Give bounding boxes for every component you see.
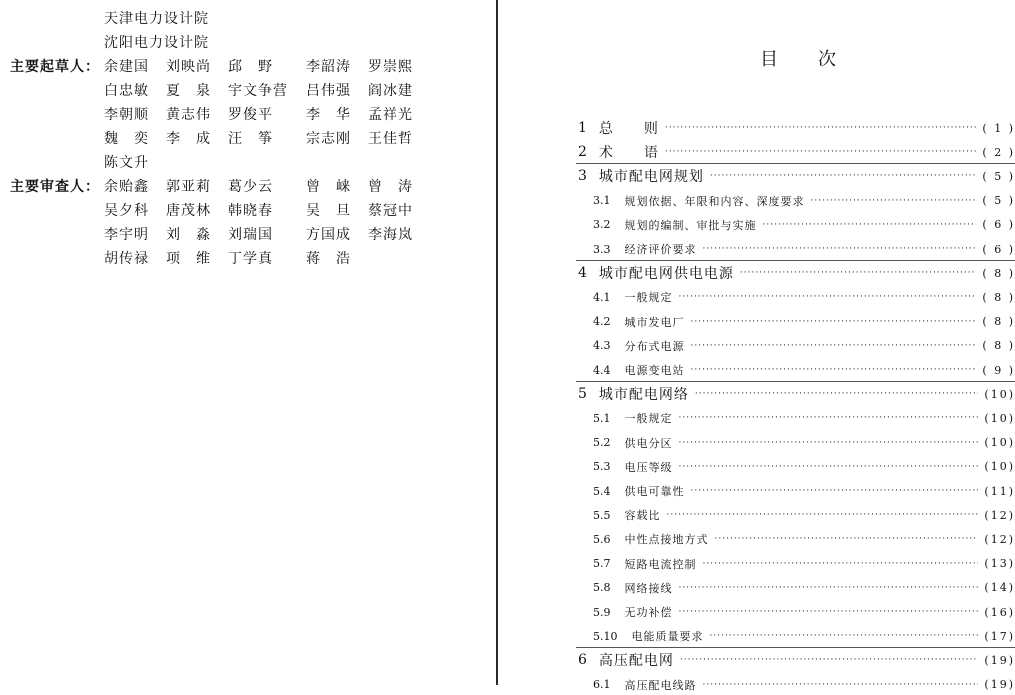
person-name: 蒋 浩 — [306, 251, 351, 267]
person-name: 曾 崃 — [306, 179, 351, 195]
toc-number: 3.3 — [593, 242, 611, 256]
toc-leader-dots — [679, 438, 979, 448]
toc-number: 4.3 — [593, 339, 611, 353]
toc-heading: 城市配电网规划 — [598, 169, 704, 186]
toc-chapter — [578, 263, 1015, 283]
toc-heading: 城市配电网络 — [598, 387, 689, 404]
toc-section — [578, 287, 1015, 307]
person-name: 罗崇熙 — [368, 59, 413, 75]
toc-section — [578, 529, 1015, 549]
toc-heading: 供电可靠性 — [624, 485, 685, 498]
person-name: 唐茂林 — [166, 203, 211, 219]
institution-line: 沈阳电力设计院 — [104, 35, 209, 51]
toc-section — [578, 602, 1015, 622]
toc-section — [578, 215, 1015, 235]
person-name: 宗志刚 — [306, 131, 351, 147]
toc-leader-dots — [710, 631, 979, 641]
toc-section — [578, 505, 1015, 525]
toc-number: 5.6 — [593, 532, 611, 546]
toc-number: 5 — [578, 386, 587, 403]
toc-number: 4.4 — [593, 363, 611, 377]
toc-divider — [576, 381, 1015, 382]
toc-heading: 规划依据、年限和内容、深度要求 — [624, 194, 805, 208]
toc-number: 5.7 — [593, 557, 611, 571]
toc-title-char: 次 — [818, 49, 838, 70]
toc-chapter — [578, 166, 1015, 186]
toc-leader-dots — [695, 389, 978, 399]
person-name: 罗俊平 — [228, 107, 273, 123]
toc-heading: 一般规定 — [624, 291, 673, 305]
toc-leader-dots — [691, 486, 979, 496]
toc-page-number: (10) — [984, 387, 1015, 401]
names-row — [104, 80, 494, 102]
drafters-label: 主要起草人： — [10, 59, 100, 75]
person-name: 刘瑞国 — [228, 227, 273, 243]
person-name: 曾 涛 — [368, 179, 413, 195]
toc-page-number: ( 5 ) — [982, 194, 1015, 208]
toc-number: 6 — [578, 652, 587, 669]
toc-heading: 网络接线 — [624, 581, 673, 595]
toc-chapter — [578, 118, 1015, 138]
toc-leader-dots — [679, 292, 977, 302]
reviewers-label: 主要审查人： — [10, 179, 100, 195]
toc-heading: 电能质量要求 — [631, 630, 704, 644]
toc-page-number: (11) — [984, 484, 1015, 498]
toc-heading: 电源变电站 — [624, 364, 685, 377]
toc-heading: 经济评价要求 — [624, 243, 697, 256]
toc-page-number: (12) — [984, 508, 1015, 522]
toc-section — [578, 312, 1015, 332]
names-row — [104, 176, 494, 198]
person-name: 李海岚 — [368, 227, 413, 243]
person-name: 邱 野 — [228, 59, 273, 75]
toc-section — [578, 239, 1015, 259]
person-name: 阎冰建 — [368, 83, 413, 99]
toc-heading: 容载比 — [624, 509, 661, 523]
person-name: 吴夕科 — [104, 203, 149, 219]
toc-leader-dots — [691, 341, 977, 351]
toc-page-number: ( 8 ) — [982, 266, 1015, 280]
toc-page-number: (19) — [984, 653, 1015, 667]
person-name: 吴 旦 — [306, 203, 351, 219]
person-name: 吕伟强 — [306, 83, 351, 99]
toc-number: 4.1 — [593, 290, 611, 304]
toc-title — [760, 45, 838, 71]
names-row — [104, 152, 494, 174]
toc-page-number: (14) — [984, 581, 1015, 595]
toc-chapter — [578, 650, 1015, 670]
toc-leader-dots — [715, 534, 979, 544]
toc-number: 3 — [578, 168, 587, 185]
left-page — [0, 0, 495, 685]
toc-leader-dots — [710, 171, 977, 181]
toc-number: 5.4 — [593, 484, 611, 498]
toc-heading: 短路电流控制 — [624, 557, 697, 571]
toc-divider — [576, 163, 1015, 164]
person-name: 项 维 — [166, 251, 211, 267]
toc-number: 6.1 — [593, 678, 611, 692]
toc-heading: 总 则 — [598, 121, 659, 137]
toc-chapter — [578, 142, 1015, 162]
toc-leader-dots — [679, 583, 979, 593]
toc-leader-dots — [703, 244, 977, 254]
toc-heading: 一般规定 — [624, 412, 673, 426]
toc-number: 3.2 — [593, 218, 611, 232]
toc-number: 4.2 — [593, 315, 611, 329]
person-name: 魏 奕 — [104, 131, 149, 147]
toc-leader-dots — [679, 413, 979, 423]
names-row — [104, 200, 494, 222]
names-row — [104, 104, 494, 126]
toc-section — [578, 554, 1015, 574]
person-name: 刘映尚 — [166, 59, 211, 75]
person-name: 胡传禄 — [104, 251, 149, 267]
toc-heading: 分布式电源 — [624, 339, 685, 353]
toc-number: 5.9 — [593, 605, 611, 619]
toc-page-number: (17) — [984, 629, 1015, 643]
toc-page-number: (10) — [984, 436, 1015, 450]
person-name: 白忠敏 — [104, 83, 149, 99]
toc-leader-dots — [665, 147, 977, 157]
person-name: 孟祥光 — [368, 107, 413, 123]
person-name: 韩晓春 — [228, 203, 273, 219]
toc-page-number: (13) — [984, 557, 1015, 571]
toc-section — [578, 626, 1015, 646]
toc-leader-dots — [811, 196, 977, 206]
names-row — [104, 224, 494, 246]
toc-heading: 无功补偿 — [624, 606, 673, 619]
toc-number: 5.8 — [593, 581, 611, 595]
toc-title-char: 目 — [760, 49, 780, 70]
toc-leader-dots — [679, 462, 979, 472]
toc-page-number: ( 8 ) — [982, 315, 1015, 329]
names-row — [104, 56, 494, 78]
person-name: 余贻鑫 — [104, 179, 149, 195]
person-name: 丁学真 — [228, 251, 273, 267]
toc-divider — [576, 260, 1015, 261]
person-name: 李朝顺 — [104, 107, 149, 123]
toc-section — [578, 336, 1015, 356]
toc-leader-dots — [691, 317, 977, 327]
right-page — [498, 0, 1015, 692]
toc-leader-dots — [667, 510, 979, 520]
toc-page-number: ( 5 ) — [982, 169, 1015, 183]
toc-section — [578, 360, 1015, 380]
toc-page-number: ( 1 ) — [982, 121, 1015, 135]
toc-page-number: ( 6 ) — [982, 218, 1015, 232]
toc-number: 4 — [578, 265, 587, 282]
toc-number: 5.1 — [593, 411, 611, 425]
toc-page-number: ( 6 ) — [982, 242, 1015, 256]
person-name: 蔡冠中 — [368, 203, 413, 219]
toc-page-number: (10) — [984, 411, 1015, 425]
toc-heading: 高压配电线路 — [624, 678, 697, 692]
toc-heading: 电压等级 — [624, 460, 673, 474]
person-name: 夏 泉 — [166, 83, 211, 99]
toc-section — [578, 457, 1015, 477]
person-name: 刘 淼 — [166, 227, 211, 243]
names-row — [104, 248, 494, 270]
toc-number: 5.10 — [593, 629, 618, 643]
toc-heading: 规划的编制、审批与实施 — [624, 218, 757, 232]
toc-section — [578, 408, 1015, 428]
person-name: 汪 筝 — [228, 131, 273, 147]
toc-heading: 术 语 — [598, 145, 659, 162]
toc-heading: 供电分区 — [624, 436, 673, 450]
person-name: 李宇明 — [104, 227, 149, 243]
toc-leader-dots — [740, 268, 977, 278]
person-name: 黄志伟 — [166, 107, 211, 123]
toc-number: 1 — [578, 120, 587, 136]
person-name: 李 成 — [166, 131, 211, 147]
toc-page-number: ( 9 ) — [982, 363, 1015, 377]
toc-heading: 城市发电厂 — [624, 315, 685, 329]
toc-leader-dots — [763, 220, 977, 230]
person-name: 葛少云 — [228, 179, 273, 195]
toc-page-number: (10) — [984, 460, 1015, 474]
toc-heading: 城市配电网供电电源 — [598, 266, 734, 283]
toc-number: 5.2 — [593, 436, 611, 450]
names-row — [104, 128, 494, 150]
toc-page-number: (16) — [984, 605, 1015, 619]
toc-leader-dots — [691, 365, 977, 375]
person-name: 李韶涛 — [306, 59, 351, 75]
toc-leader-dots — [703, 559, 979, 569]
toc-leader-dots — [680, 655, 978, 665]
toc-section — [578, 578, 1015, 598]
toc-page-number: (19) — [984, 678, 1015, 692]
person-name: 余建国 — [104, 59, 149, 75]
person-name: 方国成 — [306, 227, 351, 243]
person-name: 宇文争营 — [228, 83, 288, 99]
toc-number: 3.1 — [593, 194, 611, 208]
toc-number: 5.5 — [593, 508, 611, 522]
toc-section — [578, 191, 1015, 211]
person-name: 郭亚莉 — [166, 179, 211, 195]
toc-chapter — [578, 384, 1015, 404]
toc-page-number: (12) — [984, 532, 1015, 546]
toc-page-number: ( 2 ) — [982, 145, 1015, 159]
toc-heading: 高压配电网 — [598, 653, 674, 670]
toc-leader-dots — [679, 607, 979, 617]
institution-line: 天津电力设计院 — [104, 11, 209, 27]
toc-heading: 中性点接地方式 — [624, 533, 709, 547]
person-name: 李 华 — [306, 107, 351, 123]
toc-page-number: ( 8 ) — [982, 339, 1015, 353]
person-name: 陈文升 — [104, 155, 149, 171]
toc-section — [578, 433, 1015, 453]
toc-number: 2 — [578, 144, 587, 161]
toc-leader-dots — [665, 123, 977, 133]
toc-page-number: ( 8 ) — [982, 290, 1015, 304]
person-name: 王佳哲 — [368, 131, 413, 147]
toc-number: 5.3 — [593, 460, 611, 474]
toc-divider — [576, 647, 1015, 648]
toc-section — [578, 481, 1015, 501]
